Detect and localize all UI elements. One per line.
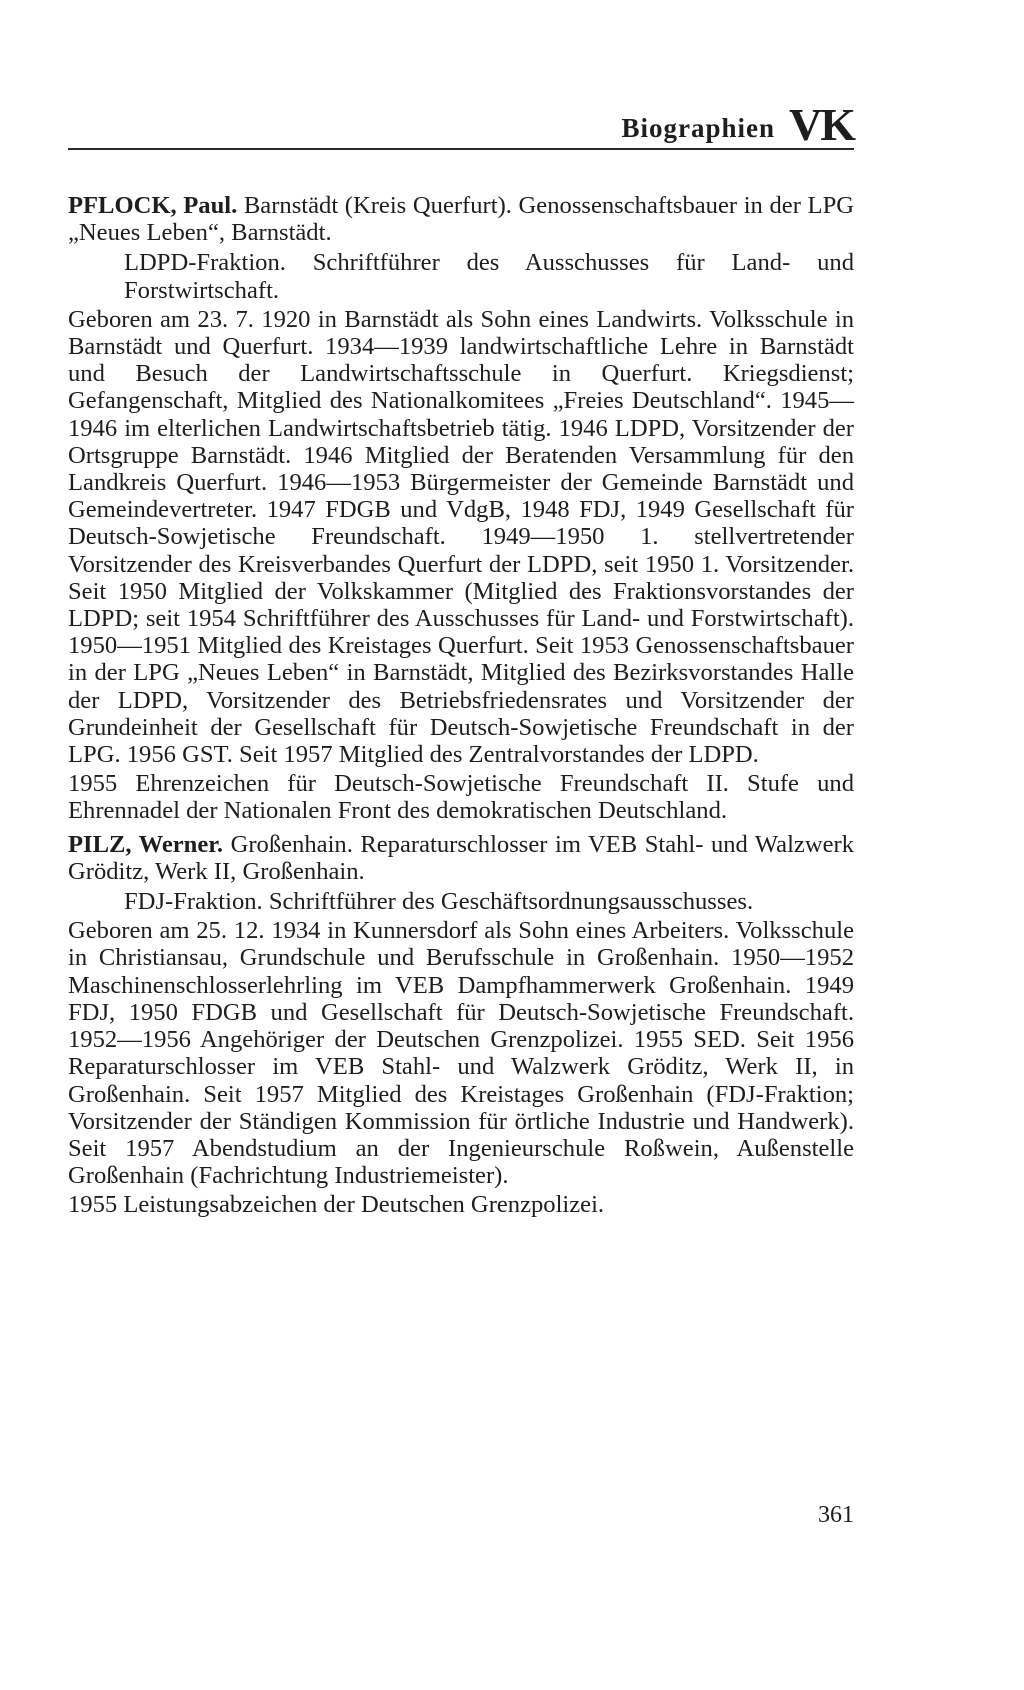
header-title: Biographien — [621, 113, 775, 143]
entry-fraction: LDPD-Fraktion. Schriftführer des Ausschusses für Land- und Forstwirtschaft. — [124, 249, 854, 304]
entry-name: PILZ, Werner. — [68, 830, 224, 858]
entry-heading — [68, 831, 854, 885]
biography-entry — [68, 831, 854, 1219]
entry-biography: Geboren am 25. 12. 1934 in Kunnersdorf als Sohn eines Arbeiters. Volksschule in Christiansau, Grundschule und Berufsschule in Großenhain. 1950—1952 Maschinenschlosserlehrling im VEB Dampfhammerwerk Großenhain. 1949 FDJ, 1950 FDGB und Gesellschaft für Deutsch-Sowjetische Freundschaft. 1952—1956 Angehöriger der Deutschen Grenzpolizei. 1955 SED. Seit 1956 Reparaturschlosser im VEB Stahl- und Walzwerk Gröditz, Werk II, in Großenhain. Seit 1957 Mitglied des Kreistages Großenhain (FDJ-Fraktion; Vorsitzender der Ständigen Kommission für örtliche Industrie und Handwerk). Seit 1957 Abendstudium an der Ingenieurschule Roßwein, Außenstelle Großenhain (Fachrichtung Industriemeister). — [68, 917, 854, 1190]
entry-awards: 1955 Ehrenzeichen für Deutsch-Sowjetische Freundschaft II. Stufe und Ehrennadel der Nationalen Front des demokratischen Deutschland. — [68, 770, 854, 825]
entry-biography: Geboren am 23. 7. 1920 in Barnstädt als Sohn eines Landwirts. Volksschule in Barnstädt und Querfurt. 1934—1939 landwirtschaftliche Lehre in Barnstädt und Besuch der Landwirtschaftsschule in Querfurt. Kriegsdienst; Gefangenschaft, Mitglied des Nationalkomitees „Freies Deutschland“. 1945—1946 im elterlichen Landwirtschaftsbetrieb tätig. 1946 LDPD, Vorsitzender der Ortsgruppe Barnstädt. 1946 Mitglied der Beratenden Versammlung für den Landkreis Querfurt. 1946—1953 Bürgermeister der Gemeinde Barnstädt und Gemeindevertreter. 1947 FDGB und VdgB, 1948 FDJ, 1949 Gesellschaft für Deutsch-Sowjetische Freundschaft. 1949—1950 1. stellvertretender Vorsitzender des Kreisverbandes Querfurt der LDPD, seit 1950 1. Vorsitzender. Seit 1950 Mitglied der Volkskammer (Mitglied des Fraktionsvorstandes der LDPD; seit 1954 Schriftführer des Ausschusses für Land- und Forstwirtschaft). 1950—1951 Mitglied des Kreistages Querfurt. Seit 1953 Genossenschaftsbauer in der LPG „Neues Leben“ in Barnstädt, Mitglied des Bezirksvorstandes Halle der LDPD, Vorsitzender des Betriebsfriedensrates und Vorsitzender der Grundeinheit der Gesellschaft für Deutsch-Sowjetische Freundschaft in der LPG. 1956 GST. Seit 1957 Mitglied des Zentralvorstandes der LDPD. — [68, 305, 854, 769]
header-mark: VK — [789, 99, 854, 150]
page-number: 361 — [818, 1502, 854, 1528]
entry-fraction: FDJ-Fraktion. Schriftführer des Geschäftsordnungsausschusses. — [124, 888, 754, 916]
text-column — [68, 192, 854, 1219]
entry-intro: Barnstädt (Kreis Querfurt). Genossenschaftsbauer in der LPG „Neues Leben“, Barnstädt. — [68, 192, 855, 247]
entry-heading — [68, 192, 854, 246]
entry-name: PFLOCK, Paul. — [68, 192, 238, 219]
biography-entry — [68, 192, 854, 825]
entry-intro: Großenhain. Reparaturschlosser im VEB Stahl- und Walzwerk Gröditz, Werk II, Großenhain. — [68, 830, 854, 885]
entry-awards: 1955 Leistungsabzeichen der Deutschen Grenzpolizei. — [68, 1191, 605, 1219]
running-header — [68, 100, 854, 150]
